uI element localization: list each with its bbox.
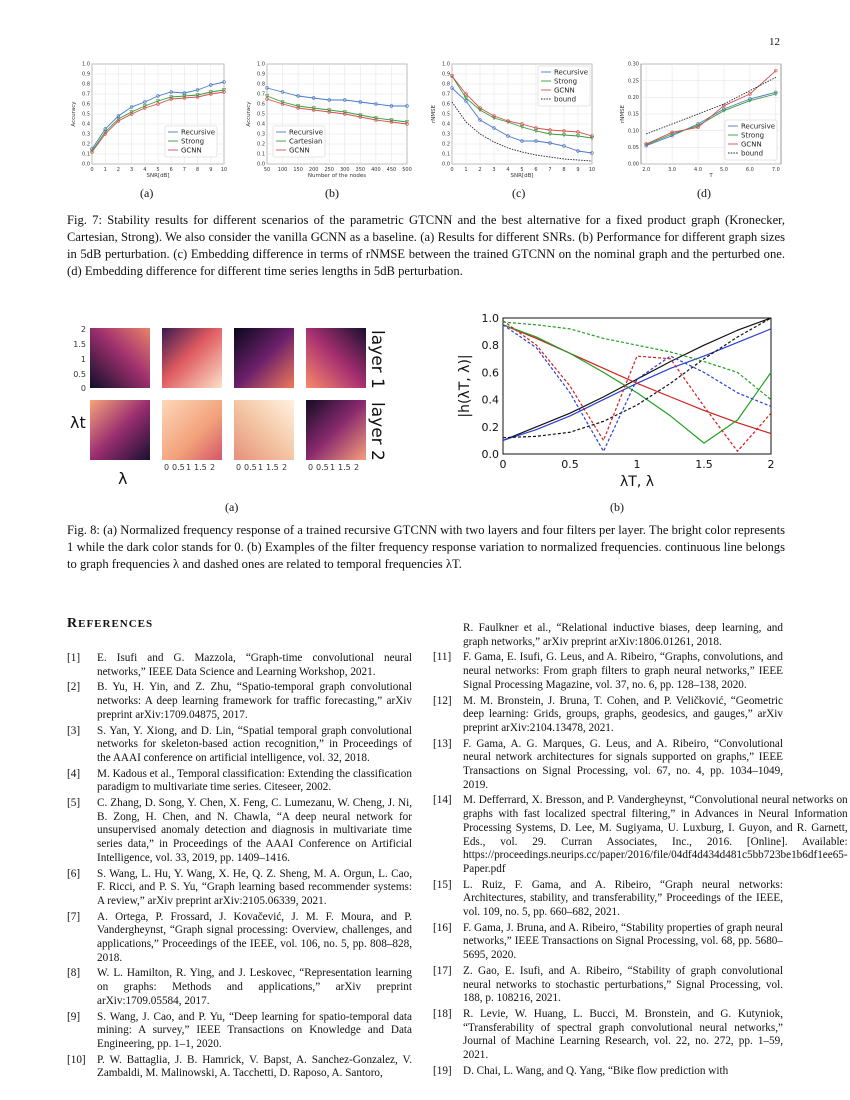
legend-label: Recursive bbox=[289, 128, 324, 137]
y-tick-label: 0.0 bbox=[442, 161, 450, 168]
xtick: 0.5 bbox=[316, 463, 329, 472]
fig7b-chart bbox=[245, 60, 415, 180]
y-tick-label: 0.8 bbox=[481, 339, 499, 353]
x-tick-label: 3 bbox=[130, 167, 134, 173]
legend-label: GCNN bbox=[554, 86, 575, 95]
reference-item bbox=[433, 651, 783, 692]
y-tick-label: 1.0 bbox=[481, 312, 499, 325]
reference-number: [11] bbox=[433, 651, 452, 664]
reference-text: M. Kadous et al., Temporal classification: Extending the classification paradigm to multivariate time series. Citeseer, 2002. bbox=[97, 767, 412, 794]
reference-text: F. Gama, J. Bruna, and A. Ribeiro, “Stability properties of graph neural networks,” IEEE Transactions on Signal Processing, vol. 68, pp. 5680–5695, 2020. bbox=[463, 921, 783, 962]
x-tick-label: 0 bbox=[450, 167, 454, 173]
x-tick-label: 4.0 bbox=[694, 167, 703, 173]
xtick: 0.5 bbox=[172, 463, 185, 472]
fig8a-heatmaps bbox=[60, 318, 400, 493]
heatmap-l1-f1 bbox=[90, 328, 150, 388]
reference-number: [9] bbox=[67, 1010, 81, 1023]
y-tick-label: 0.8 bbox=[82, 81, 90, 88]
reference-text: E. Isufi and G. Mazzola, “Graph-time convolutional neural networks,” IEEE Data Science and Learning Workshop, 2021. bbox=[97, 652, 412, 678]
heatmap-xticks bbox=[164, 463, 359, 472]
legend-label: bound bbox=[741, 149, 764, 158]
y-tick-label: 0.9 bbox=[257, 71, 265, 78]
x-tick-label: 2.0 bbox=[642, 167, 651, 173]
x-tick-label: 7.0 bbox=[771, 167, 780, 173]
reference-text: A. Ortega, P. Frossard, J. Kovačević, J. M. F. Moura, and P. Vandergheynst, “Graph signal processing: Overview, challenges, and applications,” Proceedings of the IEEE, vol. 106, no. 5, pp. 808–828, 2018. bbox=[97, 910, 412, 964]
x-tick-label: 5.0 bbox=[719, 167, 728, 173]
ytick: 1 bbox=[80, 355, 86, 364]
reference-item bbox=[67, 911, 412, 966]
xtick: 2 bbox=[354, 463, 360, 472]
reference-number: [15] bbox=[433, 878, 452, 891]
x-tick-label: 150 bbox=[293, 167, 303, 173]
x-tick-label: 50 bbox=[263, 167, 271, 173]
y-tick-label: 0.00 bbox=[627, 161, 639, 168]
y-tick-label: 0.3 bbox=[82, 131, 90, 138]
reference-item bbox=[67, 1011, 412, 1052]
reference-text: M. Defferrard, X. Bresson, and P. Vandergheynst, “Convolutional neural networks on graphs with fast localized spectral filtering,” in Advances in Neural Information Processing Systems, D. Lee, M. Sugiyama, U. Luxburg, I. Guyon, and R. Garnett, Eds., vol. 29. Curran Associates, Inc., 2016. [Online]. Available: https://proceedings.neurips.cc/paper/2016/file/04df4d434d481c5bb723be1b6df1ee65-Paper.pdf bbox=[463, 794, 848, 875]
legend-label: GCNN bbox=[741, 140, 762, 149]
x-tick-label: 400 bbox=[371, 167, 381, 173]
legend-label: GCNN bbox=[289, 146, 310, 155]
legend-label: Cartesian bbox=[289, 137, 323, 146]
x-tick-label: 3 bbox=[492, 167, 496, 173]
reference-text: C. Zhang, D. Song, Y. Chen, X. Feng, C. Lumezanu, W. Cheng, J. Ni, B. Zong, H. Chen, and N. Chawla, “A deep neural network for unsupervised anomaly detection and diagnosis in multivariate time series data,” in Proceedings of the AAAI Conference on Artificial Intelligence, vol. 33, 2019, pp. 1409–1416. bbox=[97, 797, 412, 864]
y-tick-label: 0.2 bbox=[257, 141, 265, 148]
row-label-layer1: layer 1 bbox=[367, 330, 387, 389]
fig7-subcaption-b: (b) bbox=[325, 186, 339, 200]
reference-text: R. Levie, W. Huang, L. Bucci, M. Bronstein, and G. Kutyniok, “Transferability of spectral graph convolutional neural networks,” Journal of Machine Learning Research, vol. 22, no. 272, pp. 1–59, 2021. bbox=[463, 1007, 783, 1062]
x-tick-label: 9 bbox=[576, 167, 580, 173]
xtick: 0 bbox=[236, 463, 242, 472]
heatmap-ylabel: λt bbox=[70, 413, 86, 432]
reference-continuation: R. Faulkner et al., “Relational inductive biases, deep learning, and graph networks,” arXiv preprint arXiv:1806.01261, 2018. bbox=[463, 622, 783, 648]
xtick: 0 bbox=[308, 463, 314, 472]
xtick: 2 bbox=[210, 463, 216, 472]
reference-number: [5] bbox=[67, 797, 81, 810]
y-tick-label: 0.7 bbox=[257, 91, 265, 98]
x-tick-label: 2 bbox=[767, 458, 775, 471]
y-tick-label: 0.6 bbox=[442, 101, 450, 108]
page-number: 12 bbox=[769, 36, 780, 48]
xtick: 1 bbox=[330, 463, 336, 472]
x-tick-label: 4 bbox=[143, 167, 147, 173]
y-tick-label: 0.7 bbox=[442, 91, 450, 98]
reference-item bbox=[433, 695, 783, 736]
reference-number: [3] bbox=[67, 724, 81, 737]
y-tick-label: 0.8 bbox=[257, 81, 265, 88]
reference-number: [4] bbox=[67, 767, 81, 780]
heatmap-yticks bbox=[73, 325, 86, 393]
reference-item bbox=[67, 967, 412, 1008]
reference-item bbox=[433, 738, 783, 793]
ytick: 0.5 bbox=[73, 370, 86, 379]
reference-number: [8] bbox=[67, 967, 81, 980]
x-axis-label: λT, λ bbox=[619, 474, 655, 490]
fig8b-chart bbox=[455, 312, 785, 492]
reference-number: [17] bbox=[433, 964, 452, 977]
y-tick-label: 0.1 bbox=[442, 151, 450, 158]
ytick: 1.5 bbox=[73, 340, 86, 349]
heatmap-l2-f4 bbox=[306, 400, 366, 460]
x-tick-label: 350 bbox=[355, 167, 366, 173]
x-tick-label: 200 bbox=[308, 167, 319, 173]
y-tick-label: 0.5 bbox=[82, 111, 90, 118]
y-tick-label: 0.6 bbox=[257, 101, 265, 108]
reference-item bbox=[433, 965, 783, 1006]
xtick: 1 bbox=[258, 463, 264, 472]
x-tick-label: 0 bbox=[90, 167, 94, 173]
y-axis-label: |h(λT, λ)| bbox=[457, 354, 473, 418]
xtick: 1 bbox=[186, 463, 192, 472]
x-axis-label: Number of the nodes bbox=[307, 173, 367, 179]
heatmap-l2-f1 bbox=[90, 400, 150, 460]
reference-number: [6] bbox=[67, 867, 81, 880]
y-tick-label: 0.30 bbox=[627, 61, 639, 68]
heatmap-l1-f4 bbox=[306, 328, 366, 388]
ytick: 0 bbox=[80, 384, 86, 393]
x-tick-label: 6.0 bbox=[745, 167, 754, 173]
fig8a-axes bbox=[60, 318, 400, 493]
reference-item bbox=[67, 868, 412, 909]
y-tick-label: 0.4 bbox=[257, 121, 265, 128]
xtick: 1.5 bbox=[194, 463, 207, 472]
references-heading-first: R bbox=[67, 616, 79, 631]
x-tick-label: 2 bbox=[478, 167, 482, 173]
reference-text: S. Wang, L. Hu, Y. Wang, X. He, Q. Z. Sheng, M. A. Orgun, L. Cao, F. Ricci, and P. S. Yu, “Graph learning based recommender systems: A review,” arXiv preprint arXiv:2105.06339, 2021. bbox=[97, 867, 412, 907]
fig7-subcaption-a: (a) bbox=[140, 186, 154, 200]
reference-number: [19] bbox=[433, 1064, 452, 1077]
legend-label: Strong bbox=[741, 131, 765, 140]
x-tick-label: 10 bbox=[588, 167, 596, 173]
reference-text: W. L. Hamilton, R. Ying, and J. Leskovec, “Representation learning on graphs: Methods and applications,” arXiv preprint arXiv:1709.05584, 2017. bbox=[97, 967, 412, 1007]
y-tick-label: 1.0 bbox=[257, 61, 265, 68]
x-tick-label: 2 bbox=[116, 167, 120, 173]
y-tick-label: 0.9 bbox=[442, 71, 450, 78]
reference-item bbox=[67, 725, 412, 766]
y-tick-label: 0.5 bbox=[442, 111, 450, 118]
y-tick-label: 0.0 bbox=[257, 161, 265, 168]
x-tick-label: 0 bbox=[499, 458, 507, 471]
reference-number: [16] bbox=[433, 921, 452, 934]
xtick: 0 bbox=[164, 463, 170, 472]
references-left-column bbox=[67, 652, 412, 1083]
x-tick-label: 1 bbox=[103, 167, 107, 173]
x-tick-label: 10 bbox=[220, 167, 228, 173]
y-axis-label: rNMSE bbox=[431, 104, 437, 124]
reference-number: [18] bbox=[433, 1007, 452, 1020]
fig7d-chart bbox=[615, 60, 790, 180]
fig8-caption: Fig. 8: (a) Normalized frequency response of a trained recursive GTCNN with two layers and four filters per layer. The bright color represents 1 while the dark color stands for 0. (b) Examples of the filter frequency response variation to normalized frequencies. continuous line belongs to graph frequencies λ and dashed ones are related to temporal frequencies λT. bbox=[67, 523, 785, 571]
y-axis-label: Accuracy bbox=[246, 101, 252, 127]
x-axis-label: T bbox=[709, 173, 713, 179]
ytick: 2 bbox=[80, 325, 86, 334]
legend-label: bound bbox=[554, 95, 577, 104]
reference-number: [2] bbox=[67, 681, 81, 694]
x-tick-label: 3.0 bbox=[668, 167, 677, 173]
reference-item bbox=[67, 1054, 412, 1081]
x-tick-label: 8 bbox=[196, 167, 200, 173]
reference-number: [12] bbox=[433, 694, 452, 707]
y-tick-label: 0.0 bbox=[481, 448, 499, 461]
fig7-subcaption-d: (d) bbox=[697, 186, 711, 200]
legend-label: GCNN bbox=[181, 146, 202, 155]
reference-number: [7] bbox=[67, 910, 81, 923]
fig7-subcaption-c: (c) bbox=[512, 186, 526, 200]
y-tick-label: 0.4 bbox=[82, 121, 90, 128]
legend-label: Recursive bbox=[181, 128, 216, 137]
y-tick-label: 0.0 bbox=[82, 161, 90, 168]
reference-number: [14] bbox=[433, 794, 452, 807]
heatmap-xlabel: λ bbox=[118, 469, 128, 488]
y-axis-label: rNMSE bbox=[620, 104, 626, 124]
references-right-column bbox=[433, 622, 848, 1081]
x-tick-label: 500 bbox=[402, 167, 412, 173]
heatmap-l1-f2 bbox=[162, 328, 222, 388]
reference-text: Z. Gao, E. Isufi, and A. Ribeiro, “Stability of graph convolutional neural networks to stochastic perturbations,” Signal Processing, vol. 188, p. 108216, 2021. bbox=[463, 964, 783, 1005]
reference-item bbox=[433, 1008, 783, 1063]
plot-frame bbox=[503, 318, 771, 454]
x-tick-label: 100 bbox=[277, 167, 288, 173]
y-tick-label: 0.9 bbox=[82, 71, 90, 78]
x-axis-label: SNR[dB] bbox=[510, 173, 534, 179]
reference-text: S. Wang, J. Cao, and P. Yu, “Deep learning for spatio-temporal data mining: A survey,” IEEE Transactions on Knowledge and Data Engineering, pp. 1–1, 2020. bbox=[97, 1010, 412, 1050]
x-tick-label: 7 bbox=[548, 167, 552, 173]
heatmap-l2-f3 bbox=[234, 400, 294, 460]
heatmap-l1-f3 bbox=[234, 328, 294, 388]
x-tick-label: 0.5 bbox=[561, 458, 579, 471]
xtick: 0.5 bbox=[244, 463, 257, 472]
reference-item bbox=[67, 768, 412, 795]
legend-label: Recursive bbox=[554, 68, 589, 77]
xtick: 2 bbox=[282, 463, 288, 472]
reference-number: [1] bbox=[67, 652, 81, 664]
y-tick-label: 0.4 bbox=[481, 393, 499, 407]
row-label-layer2: layer 2 bbox=[367, 402, 387, 461]
y-tick-label: 1.0 bbox=[82, 61, 90, 68]
reference-text: B. Yu, H. Yin, and Z. Zhu, “Spatio-temporal graph convolutional networks: A deep learning framework for traffic forecasting,” arXiv preprint arXiv:1709.04875, 2017. bbox=[97, 681, 412, 721]
x-tick-label: 1.5 bbox=[695, 458, 713, 471]
fig7a-chart bbox=[70, 60, 230, 180]
reference-number: [10] bbox=[67, 1053, 86, 1066]
y-tick-label: 0.05 bbox=[627, 145, 639, 152]
fig7-caption: Fig. 7: Stability results for different scenarios of the parametric GTCNN and the best alternative for a fixed product graph (Kronecker, Cartesian, Strong). We also consider the vanilla GCNN as a baseline. (a) Results for different SNRs. (b) Performance for different graph sizes in 5dB perturbation. (c) Embedding difference in terms of rNMSE between the trained GTCNN on the nominal graph and the perturbed one. (d) Embedding difference for different time series lengths in 5dB perturbation. bbox=[67, 213, 785, 278]
y-tick-label: 0.15 bbox=[627, 111, 639, 118]
reference-item bbox=[433, 922, 783, 963]
y-tick-label: 0.6 bbox=[82, 101, 90, 108]
heatmap-l2-f2 bbox=[162, 400, 222, 460]
reference-text: L. Ruiz, F. Gama, and A. Ribeiro, “Graph neural networks: Architectures, stability, and transferability,” Proceedings of the IEEE, vol. 109, no. 5, pp. 660–682, 2021. bbox=[463, 878, 783, 919]
y-tick-label: 0.20 bbox=[627, 95, 639, 102]
reference-text: S. Yan, Y. Xiong, and D. Lin, “Spatial temporal graph convolutional networks for skeleton-based action recognition,” in Proceedings of the AAAI conference on artificial intelligence, vol. 32, 2018. bbox=[97, 724, 412, 764]
references-heading-rest: EFERENCES bbox=[78, 618, 154, 630]
xtick: 1.5 bbox=[266, 463, 279, 472]
y-tick-label: 0.2 bbox=[481, 420, 499, 434]
y-tick-label: 0.10 bbox=[627, 128, 639, 135]
x-tick-label: 4 bbox=[506, 167, 510, 173]
reference-item bbox=[433, 794, 848, 876]
references-heading bbox=[67, 616, 153, 632]
y-tick-label: 0.1 bbox=[82, 151, 90, 158]
reference-text: P. W. Battaglia, J. B. Hamrick, V. Bapst, A. Sanchez-Gonzalez, V. Zambaldi, M. Malinowski, A. Tacchetti, D. Raposo, A. Santoro, bbox=[97, 1053, 412, 1080]
x-tick-label: 1 bbox=[633, 458, 641, 471]
reference-text: F. Gama, A. G. Marques, G. Leus, and A. Ribeiro, “Convolutional neural network architectures for signals supported on graphs,” IEEE Transactions on Signal Processing, vol. 67, no. 4, pp. 1034–1049, 2019. bbox=[463, 737, 783, 791]
y-tick-label: 0.25 bbox=[627, 78, 639, 85]
y-tick-label: 0.3 bbox=[442, 131, 450, 138]
y-tick-label: 0.7 bbox=[82, 91, 90, 98]
y-tick-label: 0.2 bbox=[442, 141, 450, 148]
y-tick-label: 0.6 bbox=[481, 366, 499, 380]
reference-item bbox=[433, 1065, 783, 1079]
y-tick-label: 0.4 bbox=[442, 121, 450, 128]
y-tick-label: 1.0 bbox=[442, 61, 450, 68]
y-tick-label: 0.5 bbox=[257, 111, 265, 118]
y-tick-label: 0.2 bbox=[82, 141, 90, 148]
reference-text: M. M. Bronstein, J. Bruna, T. Cohen, and P. Veličković, “Geometric deep learning: Grids, groups, graphs, geodesics, and gauges,” arXiv preprint arXiv:2104.13478, 2021. bbox=[463, 694, 783, 734]
y-tick-label: 0.3 bbox=[257, 131, 265, 138]
x-axis-label: SNR[dB] bbox=[146, 173, 170, 179]
reference-number: [13] bbox=[433, 737, 452, 750]
x-tick-label: 1 bbox=[464, 167, 468, 173]
reference-item bbox=[67, 797, 412, 866]
y-tick-label: 0.8 bbox=[442, 81, 450, 88]
reference-text: F. Gama, E. Isufi, G. Leus, and A. Ribeiro, “Graphs, convolutions, and neural networks: From graph filters to graph neural networks,” IEEE Signal Processing Magazine, vol. 37, no. 6, pp. 128–138, 2020. bbox=[463, 651, 783, 691]
x-tick-label: 300 bbox=[340, 167, 350, 173]
reference-text: D. Chai, L. Wang, and Q. Yang, “Bike flow prediction with bbox=[463, 1064, 729, 1077]
x-tick-label: 5 bbox=[156, 167, 160, 173]
x-tick-label: 8 bbox=[562, 167, 566, 173]
x-tick-label: 450 bbox=[386, 167, 397, 173]
fig8-subcaption-a: (a) bbox=[225, 500, 239, 514]
y-tick-label: 0.1 bbox=[257, 151, 265, 158]
xtick: 1.5 bbox=[338, 463, 351, 472]
reference-item bbox=[433, 879, 783, 920]
y-axis-label: Accuracy bbox=[71, 101, 77, 127]
legend-label: Strong bbox=[554, 77, 578, 86]
x-tick-label: 5 bbox=[520, 167, 524, 173]
x-tick-label: 6 bbox=[534, 167, 538, 173]
fig7c-chart bbox=[430, 60, 600, 180]
x-tick-label: 7 bbox=[182, 167, 186, 173]
x-tick-label: 250 bbox=[324, 167, 334, 173]
fig8-subcaption-b: (b) bbox=[610, 500, 624, 514]
x-tick-label: 6 bbox=[169, 167, 173, 173]
reference-item bbox=[67, 681, 412, 722]
legend-label: Strong bbox=[181, 137, 205, 146]
legend-label: Recursive bbox=[741, 122, 776, 131]
x-tick-label: 9 bbox=[209, 167, 213, 173]
reference-item bbox=[67, 652, 412, 679]
